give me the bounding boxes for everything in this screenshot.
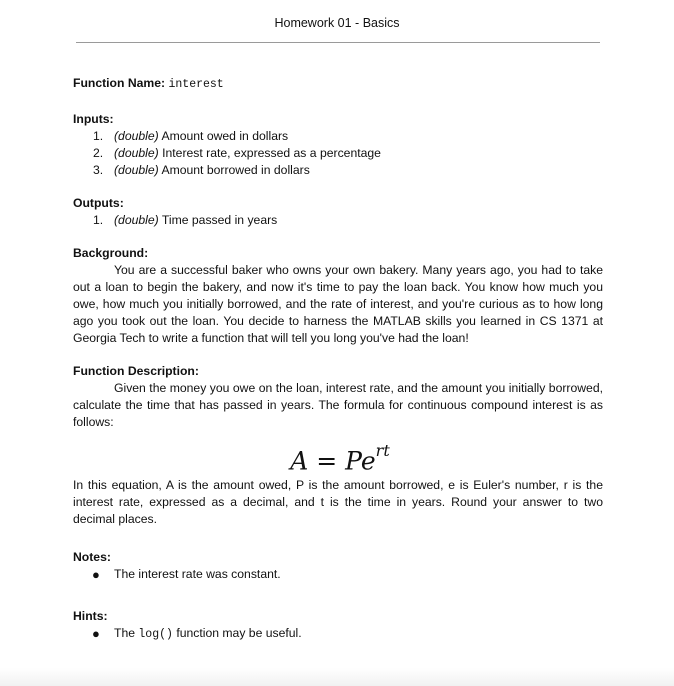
hint-item: ● The log() function may be useful. (92, 626, 302, 641)
input-type: (double) (114, 163, 159, 177)
function-name-value: interest (168, 78, 224, 91)
output-text: Time passed in years (161, 213, 278, 227)
input-item: 1. (double) Amount owed in dollars (93, 129, 289, 143)
document-header: Homework 01 - Basics (274, 16, 400, 30)
hints-section (73, 608, 603, 643)
background-paragraph: You are a successful baker who owns your own bakery. Many years ago, you had to take out a loan to begin the bakery, and now it's time to pay the loan back. You know how much you owe, how much you initially borrowed, and the rate of interest, and you're curious as to how long ago you took out the loan. You decide to harness the MATLAB skills you learned in CS 1371 at Georgia Tech to write a function that will tell you long you've had the loan! (73, 263, 603, 345)
output-type: (double) (114, 213, 159, 227)
inputs-title: Inputs: (73, 112, 114, 126)
function-name-line (73, 75, 603, 93)
bullet-icon: ● (92, 626, 100, 641)
description-title: Function Description: (73, 364, 199, 378)
input-item: 3. (double) Amount borrowed in dollars (93, 163, 310, 177)
outputs-title: Outputs: (73, 196, 124, 210)
document-body (73, 75, 603, 643)
function-name-label: Function Name: (73, 76, 166, 90)
bullet-icon: ● (92, 567, 100, 582)
log-function-code: log() (138, 628, 173, 641)
page-bottom-edge (0, 668, 674, 686)
inputs-section (73, 111, 603, 179)
input-text: Interest rate, expressed as a percentage (162, 146, 381, 160)
input-text: Amount borrowed in dollars (161, 163, 310, 177)
output-item: 1. (double) Time passed in years (93, 213, 278, 227)
background-section (73, 245, 603, 347)
input-item: 2. (double) Interest rate, expressed as a percentage (93, 146, 381, 160)
note-item: ● The interest rate was constant. (92, 567, 281, 582)
input-text: Amount owed in dollars (161, 129, 289, 143)
notes-title: Notes: (73, 550, 111, 564)
notes-section (73, 549, 603, 583)
input-type: (double) (114, 129, 159, 143)
description-section (73, 363, 603, 528)
compound-interest-formula: $A = Pe^{rt}$ (290, 441, 390, 476)
hints-title: Hints: (73, 609, 108, 623)
outputs-section (73, 195, 603, 229)
input-type: (double) (114, 146, 159, 160)
background-title: Background: (73, 246, 149, 260)
header-rule (76, 42, 600, 43)
description-paragraph: Given the money you owe on the loan, interest rate, and the amount you initially borrowed, calculate the time that has passed in years. The formula for continuous compound interest is as follows: (73, 381, 603, 429)
equation-explanation: In this equation, A is the amount owed, P is the amount borrowed, e is Euler's number, r is the interest rate, expressed as a decimal, and t is the time in years. Round your answer to two decimal places. (73, 478, 603, 526)
